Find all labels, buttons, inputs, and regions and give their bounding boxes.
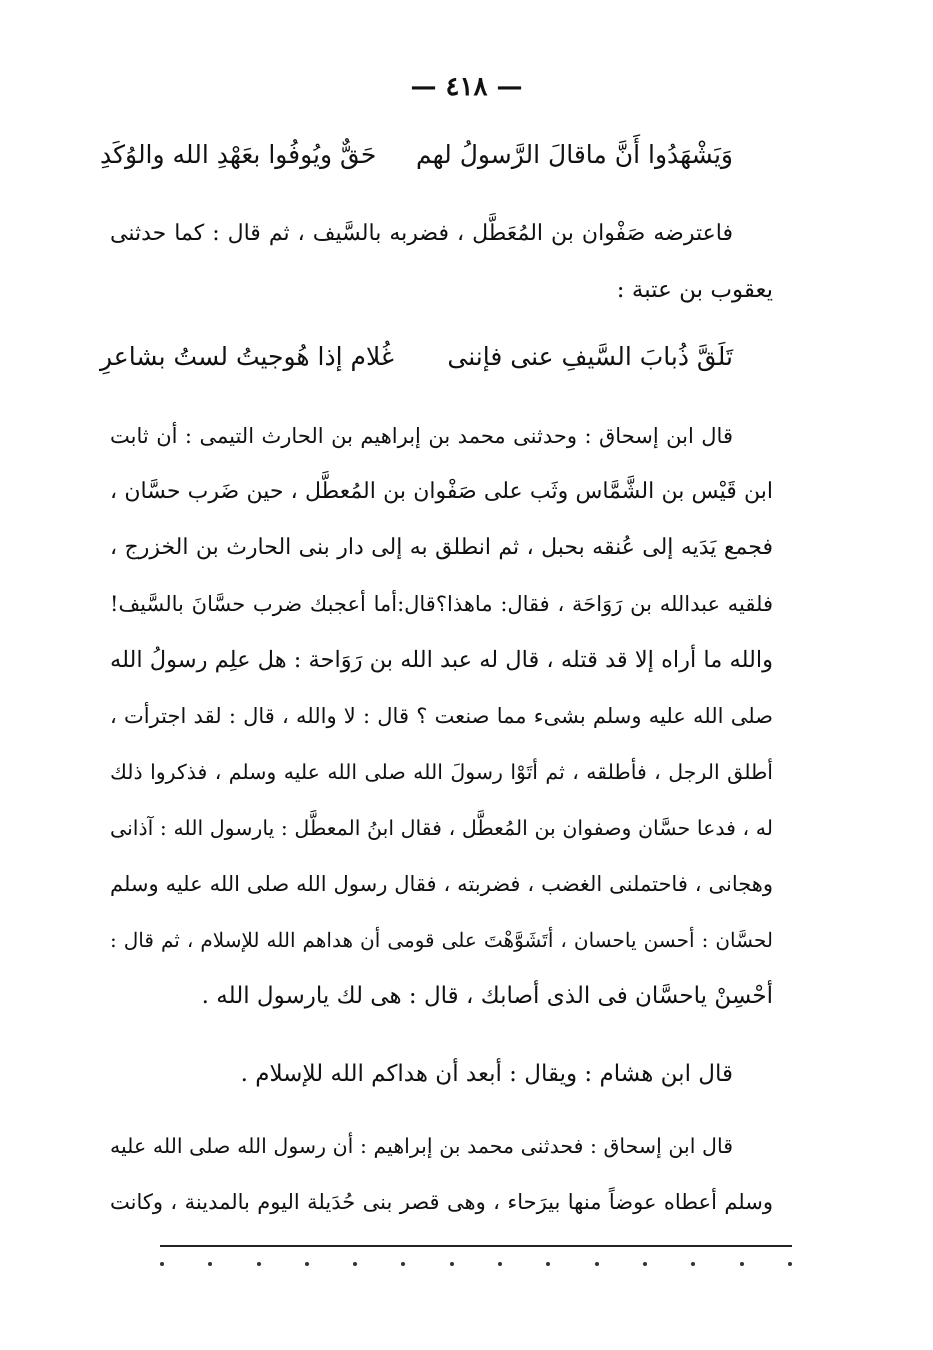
verse-line-1 (100, 140, 733, 169)
paragraph-2-line: قال ابن هشام : ويقال : أبعد أن هداكم الله للإسلام . (240, 1061, 733, 1087)
footer-dot (353, 1262, 357, 1266)
paragraph-1-line: له ، فدعا حسَّان وصفوان بن المُعطَّل ، فقال ابنُ المعطَّل : يارسول الله : آذانى (110, 816, 773, 840)
footer-dot (643, 1262, 647, 1266)
footer-dot (450, 1262, 454, 1266)
paragraph-1-line: ابن قَيْس بن الشَّمَّاس وثَب على صَفْوان بن المُعطَّل ، حين ضَرب حسَّان ، (110, 479, 773, 504)
paragraph-1-line: أحْسِنْ ياحسَّان فى الذى أصابك ، قال : هى لك يارسول الله . (201, 983, 773, 1009)
footer-dot (208, 1262, 212, 1266)
intro-line-2: يعقوب بن عتبة : (616, 277, 773, 303)
footer-dot (740, 1262, 744, 1266)
footer-dot (498, 1262, 502, 1266)
footer-dot (546, 1262, 550, 1266)
paragraph-3-line: وسلم أعطاه عوضاً منها بيرَحاء ، وهى قصر بنى حُدَيلة اليوم بالمدينة ، وكانت (110, 1190, 773, 1214)
footer-dot (595, 1262, 599, 1266)
paragraph-3-line: قال ابن إسحاق : فحدثنى محمد بن إبراهيم : أن رسول الله صلى الله عليه (110, 1134, 733, 1158)
intro-line-1: فاعترضه صَفْوان بن المُعَطَّل ، فضربه بالسَّيف ، ثم قال : كما حدثنى (110, 221, 733, 246)
verse-2-first-hemistich: تَلَقَّ ذُبابَ السَّيفِ عنى فإننى (447, 342, 733, 371)
paragraph-1-line: وهجانى ، فاحتملنى الغضب ، فضربته ، فقال رسول الله صلى الله عليه وسلم (110, 872, 773, 896)
paragraph-1-line: أطلق الرجل ، فأطلقه ، ثم أتَوْا رسولَ الله صلى الله عليه وسلم ، فذكروا ذلك (110, 760, 773, 784)
paragraph-1-line: صلى الله عليه وسلم بشىء مما صنعت ؟ قال : لا والله ، قال : لقد اجترأت ، (110, 704, 773, 728)
paragraph-1-line: لحسَّان : أحسن ياحسان ، أتَشَوَّهْتَ على قومى أن هداهم الله للإسلام ، ثم قال : (110, 928, 773, 952)
footer-dot (401, 1262, 405, 1266)
paragraph-1-line: فجمع يَدَيه إلى عُنقه بحبل ، ثم انطلق به إلى دار بنى الحارث بن الخزرج ، (110, 535, 773, 560)
paragraph-1-line: قال ابن إسحاق : وحدثنى محمد بن إبراهيم بن الحارث التيمى : أن ثابت (110, 424, 733, 448)
footer-dot (788, 1262, 792, 1266)
verse-2-second-hemistich: غُلام إذا هُوجيتُ لستُ بشاعرِ (100, 342, 394, 371)
paragraph-1-line: والله ما أراه إلا قد قتله ، قال له عبد الله بن رَوَاحة : هل علِم رسولُ الله (110, 647, 773, 673)
footer-rule (160, 1245, 792, 1247)
page-number: — ٤١٨ — (410, 72, 523, 102)
verse-1-first-hemistich: وَيَشْهَدُوا أَنَّ ماقالَ الرَّسولُ لهم (416, 140, 733, 169)
footer-dot (305, 1262, 309, 1266)
paragraph-1-line: فلقيه عبدالله بن رَوَاحَة ، فقال: ماهذا؟قال:أما أعجبك ضرب حسَّانَ بالسَّيف! (110, 592, 773, 616)
verse-1-second-hemistich: حَقٌّ ويُوفُوا بعَهْدِ الله والوُكَدِ (100, 140, 377, 169)
footer-dot-row (160, 1262, 792, 1266)
verse-line-2 (100, 342, 733, 371)
footer-dot (691, 1262, 695, 1266)
footer-dot (257, 1262, 261, 1266)
footer-dot (160, 1262, 164, 1266)
